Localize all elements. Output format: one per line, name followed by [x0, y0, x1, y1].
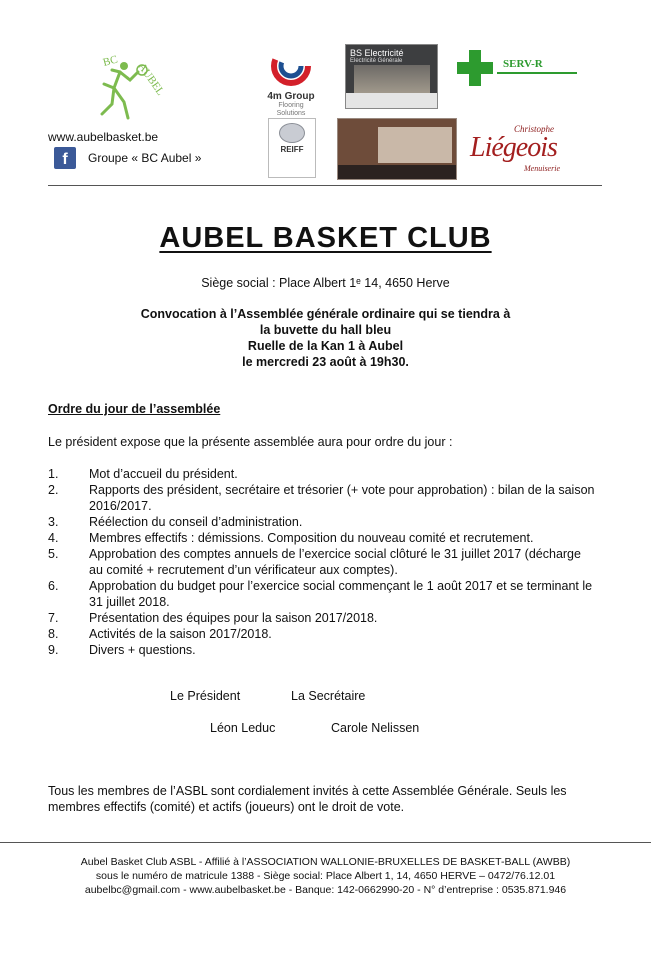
- agenda-list: [48, 466, 598, 658]
- sponsor-liegeois-trade: Menuiserie: [524, 164, 560, 173]
- agenda-item-number: 4.: [48, 531, 59, 545]
- agenda-item-number: 1.: [48, 467, 59, 481]
- president-name: Léon Leduc: [210, 721, 276, 735]
- sponsor-servr-underline: [497, 72, 577, 74]
- agenda-item-text: Activités de la saison 2017/2018.: [89, 627, 272, 641]
- volvo-badge-icon: [279, 123, 305, 143]
- document-title: [0, 222, 651, 255]
- agenda-item: [48, 482, 598, 514]
- letterhead: [0, 0, 651, 186]
- agenda-intro: Le président expose que la présente assemblée aura pour ordre du jour :: [48, 435, 453, 449]
- sponsor-restaurant-photo: [378, 127, 452, 163]
- sponsor-bs-subtitle: Electricité Générale: [350, 58, 403, 64]
- agenda-item: [48, 546, 598, 578]
- closing-paragraph: Tous les membres de l’ASBL sont cordialement invités à cette Assemblée Générale. Seuls les membres effectifs (comité) et actifs (joueurs) ont le droit de vote.: [48, 784, 567, 814]
- sponsor-4m-name: 4m Group: [267, 91, 315, 102]
- footer-line: sous le numéro de matricule 1388 - Siège social: Place Albert 1, 14, 4650 HERVE – 0472/76.12.01: [95, 870, 556, 882]
- sponsor-reiff-logo: [268, 118, 316, 178]
- facebook-group-label: Groupe « BC Aubel »: [88, 151, 202, 165]
- convocation-block: [0, 306, 651, 370]
- agenda-item-text: Présentation des équipes pour la saison 2017/2018.: [89, 611, 378, 625]
- agenda-item-number: 6.: [48, 579, 59, 593]
- agenda-item: [48, 530, 598, 546]
- sponsor-bs-photo: [354, 65, 430, 95]
- agenda-heading: Ordre du jour de l’assemblée: [48, 402, 221, 416]
- agenda-item-text: Divers + questions.: [89, 643, 196, 657]
- agenda-item: [48, 642, 598, 658]
- svg-text:AUBEL: AUBEL: [135, 60, 167, 98]
- agenda-item-number: 9.: [48, 643, 59, 657]
- sponsor-restaurant-bar: [338, 165, 456, 179]
- agenda-item-text: Rapports des président, secrétaire et trésorier (+ vote pour approbation) : bilan de la saison 2016/2017.: [89, 483, 595, 513]
- convocation-line: la buvette du hall bleu: [259, 323, 392, 337]
- sponsor-servr-logo: [455, 48, 580, 90]
- sponsor-bs-card: [346, 93, 437, 108]
- sponsor-liegeois-first: Christophe: [514, 124, 555, 134]
- convocation-line: Ruelle de la Kan 1 à Aubel: [247, 339, 404, 353]
- agenda-item-number: 7.: [48, 611, 59, 625]
- agenda-item-number: 5.: [48, 547, 59, 561]
- agenda-item-number: 8.: [48, 627, 59, 641]
- agenda-item-text: Approbation des comptes annuels de l’exercice social clôturé le 31 juillet 2017 (décharge au comité + recrutement d’un vérificateur aux comptes).: [89, 547, 581, 577]
- footer: [0, 855, 651, 897]
- sponsor-liegeois-logo: [466, 118, 566, 180]
- footer-line: Aubel Basket Club ASBL - Affilié à l’ASSOCIATION WALLONIE-BRUXELLES DE BASKET-BALL (AWBB): [80, 856, 571, 868]
- agenda-item: [48, 466, 598, 482]
- svg-text:BC: BC: [101, 53, 119, 69]
- agenda-item-text: Mot d’accueil du président.: [89, 467, 238, 481]
- sponsor-bs-title: BS Electricité: [350, 48, 404, 58]
- document-title-text: AUBEL BASKET CLUB: [159, 222, 492, 254]
- agenda-item-text: Membres effectifs : démissions. Composition du nouveau comité et recrutement.: [89, 531, 534, 545]
- agenda-item: [48, 626, 598, 642]
- agenda-item-number: 3.: [48, 515, 59, 529]
- green-cross-icon: [457, 50, 493, 86]
- website-link[interactable]: www.aubelbasket.be: [48, 130, 159, 144]
- footer-divider: [0, 842, 651, 843]
- header-divider: [48, 185, 602, 186]
- president-role: Le Président: [170, 689, 241, 703]
- agenda-item-number: 2.: [48, 483, 59, 497]
- convocation-line: Convocation à l’Assemblée générale ordinaire qui se tiendra à: [140, 307, 511, 321]
- sponsor-reiff-name: REIFF: [280, 145, 304, 154]
- agenda-item: [48, 514, 598, 530]
- sponsor-servr-name: SERV-R: [503, 58, 543, 70]
- agenda-item-text: Approbation du budget pour l’exercice social commençant le 1 août 2017 et se terminant le 31 juillet 2018.: [89, 579, 593, 609]
- secretary-name: Carole Nelissen: [331, 721, 420, 735]
- footer-line: aubelbc@gmail.com - www.aubelbasket.be - Banque: 142-0662990-20 - N° d’entreprise : 0535.871.946: [84, 884, 567, 896]
- registered-office: Siège social : Place Albert 1ᵉ 14, 4650 Herve: [201, 276, 450, 290]
- convocation-line: le mercredi 23 août à 19h30.: [242, 355, 409, 369]
- sponsor-liegeois-last: Liégeois: [470, 132, 557, 163]
- agenda-item-text: Réélection du conseil d’administration.: [89, 515, 303, 529]
- agenda-item: [48, 578, 598, 610]
- sponsor-4m-group-logo: [263, 46, 319, 117]
- secretary-role: La Secrétaire: [291, 689, 366, 703]
- sponsor-bs-electricite-logo: [345, 44, 438, 109]
- agenda-item: [48, 610, 598, 626]
- swirl-icon: [271, 46, 311, 86]
- facebook-icon: f: [54, 147, 76, 169]
- sponsor-restaurant-logo: [337, 118, 457, 180]
- club-logo: [90, 44, 170, 124]
- sponsor-4m-tagline: Flooring Solutions: [276, 102, 306, 117]
- facebook-group-link[interactable]: [54, 147, 201, 169]
